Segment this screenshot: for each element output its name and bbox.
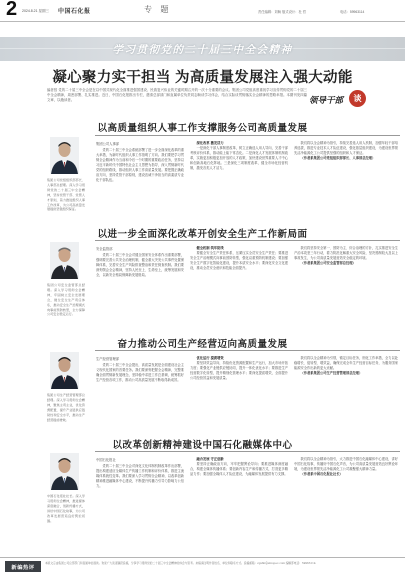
article-column xyxy=(190,356,288,437)
article-column xyxy=(190,246,288,327)
paragraph: 要坚持效益导向，持续优化资源配置和生产运行，加大市场开拓力度；要强化产业链供应链协同，提升一体化优化水平；要推进生产经营数字化转型，提升精细化管理水平；要深化提质增效，全面提升公司经营效益和发展质量。 xyxy=(190,360,288,380)
divider xyxy=(95,240,400,241)
editor-phone: 电话：59963114 xyxy=(340,10,365,14)
author-portrait xyxy=(50,242,79,279)
byline: 安全监管部 xyxy=(96,247,113,251)
article-column xyxy=(96,148,184,222)
article-title: 以高质量组织人事工作支撑服务公司高质量发展 xyxy=(97,123,308,134)
article-column xyxy=(96,253,184,327)
article-title: 以改革创新精神建设中国石化融媒体中心 xyxy=(112,440,293,451)
paragraph: 党的二十届三中全会提出，高质量发展是全面建设社会主义现代化国家的首要任务。我们要深刻把握全会精神，完整准确全面贯彻新发展理念，坚持稳中求进工作总基调，统筹抓好生产经营各项工作，推动公司高质量发展不断取得新成效。 xyxy=(96,363,184,382)
article-title: 以进一步全面深化改革开创安全生产工作新局面 xyxy=(97,229,308,240)
paragraph: 党的二十届三中全会对健全国家安全体系作出重要部署，强调要完善公共安全治理机制，健全重大突发公共事件处置保障体系，完善安全生产风险排查整治和责任倒查机制。我们要深刻领会全会精神，坚持人民至上、生命至上，统筹发展和安全，以新安全格局保障新发展格局。 xyxy=(96,253,184,277)
subheading: 健全机制 筑牢防线 xyxy=(196,246,224,250)
theme-banner xyxy=(0,37,405,61)
article-column xyxy=(96,464,184,554)
editor-intro: 编者按 党的二十届三中全会是在以中国式现代化全面推进强国建设、民族复兴伟业的关键时期召开的一次十分重要的会议。集团公司党组高度重视学习宣传贯彻党的二十届三中全会精神，周密部署、扎实推进。近日，中国石化报推出专栏，邀请总部部门和直属单位负责同志畅谈学习体会，结合实际谈贯彻落实全会精神的思路举措。本期刊发四篇文章，以飨读者。 xyxy=(47,88,307,103)
footer-divider xyxy=(0,557,405,558)
article-column xyxy=(294,457,398,554)
author-note: （作者系集团公司安全监管部总经理） xyxy=(300,260,356,265)
logo-text: 领导干部 xyxy=(309,95,344,105)
paragraph: 党的二十届三中全会系统部署了进一步全面深化改革的重大举措，为新时代组织人事工作指明了方向。我们要把学习贯彻全会精神作为当前和今后一个时期的重要政治任务，坚持以习近平新时代中国特色社会主义思想为指导，深入贯彻新时代党的组织路线，推动组织人事工作高质量发展。要把握正确政治方向，坚持党管干部原则，建设忠诚干净担当的高素质专业化干部队伍。 xyxy=(96,148,184,182)
article-title: 奋力推动公司生产经营迈向高质量发展 xyxy=(117,339,288,350)
subheading: 融合发展 守正创新 xyxy=(196,457,224,461)
publication-date: 2024.8.21 星期三 xyxy=(22,9,50,13)
article-column xyxy=(294,356,398,437)
author-note: （作者系中国石化报社社长） xyxy=(300,471,343,476)
section-name: 专 题 xyxy=(144,5,172,14)
byline: 集团公司人事部 xyxy=(96,142,120,146)
paragraph: 要坚持正确政治方向，牢牢把握舆论导向；要推进媒体深度融合，构建全媒体传播体系；要创新内容生产和传播方式，打造更多精品力作；要加强全媒体人才队伍建设，为融媒体发展提供有力支撑。 xyxy=(190,461,288,476)
author-portrait xyxy=(50,352,79,389)
divider xyxy=(95,350,400,351)
paragraph: 我们将以全会精神为引领，锚定目标任务，细化工作举措，全力以赴稳增长、促转型、增效益，确保完成全年生产经营目标任务，为服务国家能源安全作出新的更大贡献。 xyxy=(294,356,398,370)
author-portrait xyxy=(50,453,79,490)
divider xyxy=(95,451,400,452)
article-column xyxy=(96,363,184,437)
subheading: 优化运行 提质增效 xyxy=(196,356,224,360)
seal-icon xyxy=(349,90,366,107)
author-caption: 集团公司安全监管部总经理。深入学习贯彻全会精神，牢固树立安全发展理念，健全安全生产责任体系，推动安全生产治理模式向事前预防转型，全力保障公司安全稳定运行。 xyxy=(47,283,85,317)
paragraph: 我们将以全会精神为指引，大力推进中国石化融媒体中心建设，讲好中国石化故事，传播好中国石化声音，为公司高质量发展营造良好舆论环境，为建设世界领先洁净能源化工公司凝聚强大精神力量。 xyxy=(294,457,398,471)
paragraph: 一是深化干部人事制度改革，树立正确选人用人导向，完善干部考核评价体系，推动能上能下常态化。二是深化人才发展体制机制改革，实施更加积极更加开放的人才政策，加快建设世界重要人才中心和创新高地石化阵地。三是深化三项制度改革，健全市场化经营机制，激发各类人才活力。 xyxy=(190,145,288,170)
article-column xyxy=(294,246,398,327)
footer-label-box xyxy=(5,561,41,572)
page-number: 2 xyxy=(6,0,18,20)
article-column xyxy=(190,141,288,222)
author-caption: 集团公司生产经营管理部总经理。深入学习贯彻全会精神，聚焦主责主业，优化资源配置，提升产业链供应链韧性和安全水平，推动生产经营提质增效。 xyxy=(47,393,85,422)
masthead xyxy=(0,0,405,22)
banner-text: 学习贯彻党的二十届三中全会精神 xyxy=(112,44,293,56)
divider xyxy=(95,135,400,136)
author-note: （作者系集团公司党组组织部部长、人事部总经理） xyxy=(300,155,376,160)
paragraph: 要健全安全生产责任体系，压紧压实全员安全生产责任；要推进安全生产治理模式向事前预防转型，强化双重预防机制建设；要加强安全生产数字化智能化建设，提升本质安全水平；要深化安全文化建设，推动全员安全意识和技能全面提升。 xyxy=(190,250,288,270)
main-title: 凝心聚力实干担当 为高质量发展注入强大动能 xyxy=(52,70,353,86)
paragraph: 我们将坚持安全第一、预防为主、综合治理的方针，扎实推进安全生产治本攻坚三年行动，着力防范化解重大安全风险，坚决遏制较大及以上事故发生，为公司高质量发展营造安全稳定的环境。 xyxy=(294,246,398,260)
subheading: 深化改革 激发活力 xyxy=(196,141,224,145)
author-caption: 集团公司党组组织部部长、人事部总经理。深入学习贯彻党的二十届三中全会精神，坚持党管干部、党管人才原则，着力推进组织人事工作改革，为公司高质量发展提供坚强组织保证。 xyxy=(47,178,85,212)
byline: 中国石化报社 xyxy=(96,458,116,462)
footer-label: 新编热评 xyxy=(11,565,35,571)
author-portrait xyxy=(50,137,79,174)
author-note: （作者系集团公司生产经营管理部总经理） xyxy=(300,370,363,375)
editor-line: 责任编辑：刘畅 版式设计：杜 哲 xyxy=(258,10,306,14)
article-column xyxy=(294,141,398,222)
footer-text: 本版文章由集团公司总部部门和直属单位提供。欢迎广大读者踊跃投稿，分享学习贯彻党的二十届三中全会精神的体会与思考。来稿请注明作者姓名、单位和联系方式。投稿邮箱：zgshb@sinopec.com 编辑部电话：59963114 xyxy=(45,561,316,565)
paper-name: 中国石化报 xyxy=(58,8,91,15)
paragraph: 我们将以全会精神为指引，持续完善选人用人机制，加强年轻干部培养选拔，推进专业技术人才队伍建设，强化基层组织建设，为建设世界领先洁净能源化工公司提供坚强的组织和人才保证。 xyxy=(294,141,398,155)
byline: 生产经营管理部 xyxy=(96,357,120,361)
article-column xyxy=(190,457,288,554)
seal-text: 谈 xyxy=(353,94,362,103)
author-caption: 中国石化报社社长。深入学习贯彻全会精神，推进媒体深度融合，创新传播方式，讲好中国石化故事，为公司改革发展营造良好舆论氛围。 xyxy=(47,494,85,523)
paragraph: 党的二十届三中全会对深化文化体制机制改革作出部署，提出构建适应全媒体生产传播工作机制和评价体系，推进主流媒体系统性变革。我们要深入学习贯彻全会精神，以改革创新精神推进融媒体中心建设，不断提升传播力引导力影响力公信力。 xyxy=(96,464,184,488)
